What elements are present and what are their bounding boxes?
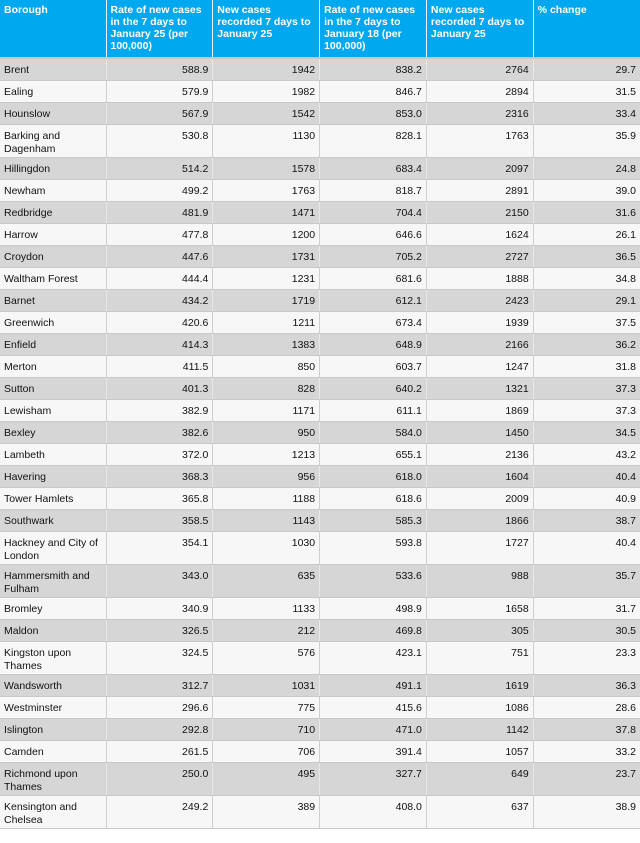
rate-jan18-cell: 681.6	[320, 268, 427, 290]
table-row	[0, 532, 640, 565]
rate-jan18-cell: 705.2	[320, 246, 427, 268]
cases-jan25-cell: 828	[213, 378, 320, 400]
rate-jan18-cell: 327.7	[320, 763, 427, 796]
cases-jan25-cell: 1188	[213, 488, 320, 510]
borough-cell: Greenwich	[0, 312, 106, 334]
cases-jan25-cell: 212	[213, 620, 320, 642]
borough-cell: Bexley	[0, 422, 106, 444]
cases-jan25-cell: 495	[213, 763, 320, 796]
percent-change-cell: 39.0	[533, 180, 640, 202]
cases-cell: 1888	[426, 268, 533, 290]
percent-change-cell: 36.5	[533, 246, 640, 268]
cases-jan25-cell: 1383	[213, 334, 320, 356]
rate-jan25-cell: 447.6	[106, 246, 213, 268]
rate-jan25-cell: 365.8	[106, 488, 213, 510]
percent-change-cell: 35.7	[533, 565, 640, 598]
cases-cell: 1247	[426, 356, 533, 378]
rate-jan18-cell: 423.1	[320, 642, 427, 675]
rate-jan25-cell: 312.7	[106, 675, 213, 697]
borough-cell: Harrow	[0, 224, 106, 246]
cases-jan25-cell: 1763	[213, 180, 320, 202]
rate-jan18-cell: 471.0	[320, 719, 427, 741]
table-row	[0, 444, 640, 466]
cases-jan25-cell: 1130	[213, 125, 320, 158]
borough-cell: Wandsworth	[0, 675, 106, 697]
table-row	[0, 312, 640, 334]
cases-cell: 2009	[426, 488, 533, 510]
table-row	[0, 400, 640, 422]
rate-jan18-cell: 612.1	[320, 290, 427, 312]
cases-cell: 2166	[426, 334, 533, 356]
rate-jan25-cell: 354.1	[106, 532, 213, 565]
borough-cell: Lewisham	[0, 400, 106, 422]
cases-jan25-cell: 1982	[213, 81, 320, 103]
table-row	[0, 378, 640, 400]
borough-cell: Maldon	[0, 620, 106, 642]
borough-cell: Newham	[0, 180, 106, 202]
rate-jan18-cell: 408.0	[320, 796, 427, 829]
cases-jan25-cell: 635	[213, 565, 320, 598]
rate-jan25-cell: 292.8	[106, 719, 213, 741]
cases-jan25-cell: 1213	[213, 444, 320, 466]
borough-cell: Hackney and City of London	[0, 532, 106, 565]
cases-jan25-cell: 1719	[213, 290, 320, 312]
cases-jan25-cell: 1542	[213, 103, 320, 125]
borough-cell: Westminster	[0, 697, 106, 719]
percent-change-cell: 37.3	[533, 400, 640, 422]
borough-cell: Bromley	[0, 598, 106, 620]
cases-jan25-cell: 1231	[213, 268, 320, 290]
rate-jan25-cell: 411.5	[106, 356, 213, 378]
cases-cell: 2891	[426, 180, 533, 202]
cases-jan25-cell: 1143	[213, 510, 320, 532]
table-row	[0, 510, 640, 532]
cases-jan25-cell: 1578	[213, 158, 320, 180]
rate-jan25-cell: 382.6	[106, 422, 213, 444]
borough-cell: Waltham Forest	[0, 268, 106, 290]
percent-change-cell: 37.3	[533, 378, 640, 400]
cases-cell: 1866	[426, 510, 533, 532]
cases-cell: 1142	[426, 719, 533, 741]
cases-cell: 2423	[426, 290, 533, 312]
rate-jan18-cell: 498.9	[320, 598, 427, 620]
table-row	[0, 598, 640, 620]
rate-jan18-cell: 611.1	[320, 400, 427, 422]
cases-cell: 1086	[426, 697, 533, 719]
rate-jan25-cell: 530.8	[106, 125, 213, 158]
rate-jan18-cell: 391.4	[320, 741, 427, 763]
cases-cell: 988	[426, 565, 533, 598]
percent-change-cell: 34.8	[533, 268, 640, 290]
borough-cell: Enfield	[0, 334, 106, 356]
percent-change-cell: 33.4	[533, 103, 640, 125]
rate-jan25-cell: 444.4	[106, 268, 213, 290]
table-row	[0, 290, 640, 312]
percent-change-cell: 29.7	[533, 58, 640, 81]
borough-cell: Hounslow	[0, 103, 106, 125]
rate-jan25-cell: 579.9	[106, 81, 213, 103]
rate-jan25-cell: 340.9	[106, 598, 213, 620]
rate-jan25-cell: 481.9	[106, 202, 213, 224]
cases-cell: 1619	[426, 675, 533, 697]
cases-cell: 2136	[426, 444, 533, 466]
table-row	[0, 224, 640, 246]
cases-cell: 2097	[426, 158, 533, 180]
table-row	[0, 763, 640, 796]
cases-cell: 2727	[426, 246, 533, 268]
table-row	[0, 81, 640, 103]
rate-jan18-cell: 640.2	[320, 378, 427, 400]
cases-cell: 2764	[426, 58, 533, 81]
cases-cell: 1763	[426, 125, 533, 158]
cases-jan25-cell: 389	[213, 796, 320, 829]
percent-change-cell: 40.9	[533, 488, 640, 510]
rate-jan18-cell: 533.6	[320, 565, 427, 598]
cases-cell: 1658	[426, 598, 533, 620]
borough-cell: Redbridge	[0, 202, 106, 224]
percent-change-cell: 28.6	[533, 697, 640, 719]
cases-cell: 637	[426, 796, 533, 829]
table-row	[0, 103, 640, 125]
rate-jan18-cell: 853.0	[320, 103, 427, 125]
cases-jan25-cell: 1211	[213, 312, 320, 334]
percent-change-cell: 24.8	[533, 158, 640, 180]
borough-cell: Hammersmith and Fulham	[0, 565, 106, 598]
rate-jan25-cell: 477.8	[106, 224, 213, 246]
cases-jan25-cell: 775	[213, 697, 320, 719]
table-row	[0, 422, 640, 444]
rate-jan18-cell: 838.2	[320, 58, 427, 81]
rate-jan25-cell: 324.5	[106, 642, 213, 675]
cases-jan25-cell: 1731	[213, 246, 320, 268]
table-row	[0, 158, 640, 180]
table-row	[0, 620, 640, 642]
percent-change-cell: 31.7	[533, 598, 640, 620]
percent-change-cell: 43.2	[533, 444, 640, 466]
borough-cell: Ealing	[0, 81, 106, 103]
cases-cell: 2150	[426, 202, 533, 224]
borough-cell: Merton	[0, 356, 106, 378]
table-row	[0, 741, 640, 763]
percent-change-cell: 35.9	[533, 125, 640, 158]
rate-jan18-cell: 618.6	[320, 488, 427, 510]
cases-cell: 1057	[426, 741, 533, 763]
borough-cell: Hillingdon	[0, 158, 106, 180]
table-row	[0, 246, 640, 268]
rate-jan18-cell: 491.1	[320, 675, 427, 697]
percent-change-cell: 29.1	[533, 290, 640, 312]
percent-change-cell: 36.2	[533, 334, 640, 356]
cases-cell: 2316	[426, 103, 533, 125]
rate-jan18-cell: 584.0	[320, 422, 427, 444]
borough-cell: Barnet	[0, 290, 106, 312]
borough-cell: Croydon	[0, 246, 106, 268]
header-cases-jan25-b: New cases recorded 7 days to January 25	[426, 0, 533, 58]
borough-cell: Tower Hamlets	[0, 488, 106, 510]
rate-jan18-cell: 593.8	[320, 532, 427, 565]
rate-jan25-cell: 588.9	[106, 58, 213, 81]
rate-jan18-cell: 603.7	[320, 356, 427, 378]
rate-jan25-cell: 250.0	[106, 763, 213, 796]
cases-cell: 751	[426, 642, 533, 675]
table-row	[0, 642, 640, 675]
cases-cell: 1624	[426, 224, 533, 246]
rate-jan18-cell: 415.6	[320, 697, 427, 719]
percent-change-cell: 40.4	[533, 532, 640, 565]
rate-jan18-cell: 828.1	[320, 125, 427, 158]
rate-jan25-cell: 368.3	[106, 466, 213, 488]
rate-jan18-cell: 469.8	[320, 620, 427, 642]
rate-jan18-cell: 683.4	[320, 158, 427, 180]
table-row	[0, 488, 640, 510]
rate-jan25-cell: 296.6	[106, 697, 213, 719]
rate-jan25-cell: 358.5	[106, 510, 213, 532]
table-row	[0, 334, 640, 356]
table-row	[0, 565, 640, 598]
table-row	[0, 58, 640, 81]
percent-change-cell: 37.5	[533, 312, 640, 334]
rate-jan25-cell: 499.2	[106, 180, 213, 202]
rate-jan25-cell: 372.0	[106, 444, 213, 466]
rate-jan25-cell: 261.5	[106, 741, 213, 763]
cases-cell: 305	[426, 620, 533, 642]
percent-change-cell: 26.1	[533, 224, 640, 246]
borough-cell: Brent	[0, 58, 106, 81]
header-percent-change: % change	[533, 0, 640, 58]
cases-cell: 649	[426, 763, 533, 796]
percent-change-cell: 36.3	[533, 675, 640, 697]
rate-jan25-cell: 567.9	[106, 103, 213, 125]
rate-jan18-cell: 655.1	[320, 444, 427, 466]
rate-jan25-cell: 420.6	[106, 312, 213, 334]
table-row	[0, 719, 640, 741]
borough-cell: Richmond upon Thames	[0, 763, 106, 796]
header-borough: Borough	[0, 0, 106, 58]
percent-change-cell: 23.7	[533, 763, 640, 796]
cases-jan25-cell: 1133	[213, 598, 320, 620]
cases-cell: 1450	[426, 422, 533, 444]
table-row	[0, 180, 640, 202]
rate-jan18-cell: 646.6	[320, 224, 427, 246]
rate-jan25-cell: 414.3	[106, 334, 213, 356]
header-row	[0, 0, 640, 58]
borough-cell: Southwark	[0, 510, 106, 532]
borough-cell: Kingston upon Thames	[0, 642, 106, 675]
cases-jan25-cell: 1200	[213, 224, 320, 246]
cases-jan25-cell: 1471	[213, 202, 320, 224]
cases-jan25-cell: 706	[213, 741, 320, 763]
rate-jan25-cell: 401.3	[106, 378, 213, 400]
borough-cell: Islington	[0, 719, 106, 741]
borough-cell: Barking and Dagenham	[0, 125, 106, 158]
header-rate-jan18: Rate of new cases in the 7 days to January 18 (per 100,000)	[320, 0, 427, 58]
rate-jan18-cell: 648.9	[320, 334, 427, 356]
table-row	[0, 356, 640, 378]
cases-jan25-cell: 1031	[213, 675, 320, 697]
rate-jan18-cell: 618.0	[320, 466, 427, 488]
cases-cell: 2894	[426, 81, 533, 103]
table-row	[0, 268, 640, 290]
rate-jan18-cell: 585.3	[320, 510, 427, 532]
percent-change-cell: 37.8	[533, 719, 640, 741]
cases-jan25-cell: 950	[213, 422, 320, 444]
cases-cell: 1604	[426, 466, 533, 488]
cases-jan25-cell: 710	[213, 719, 320, 741]
table-body	[0, 58, 640, 829]
percent-change-cell: 23.3	[533, 642, 640, 675]
percent-change-cell: 31.8	[533, 356, 640, 378]
cases-jan25-cell: 576	[213, 642, 320, 675]
borough-cell: Camden	[0, 741, 106, 763]
cases-cell: 1939	[426, 312, 533, 334]
cases-jan25-cell: 956	[213, 466, 320, 488]
cases-jan25-cell: 1942	[213, 58, 320, 81]
rate-jan18-cell: 818.7	[320, 180, 427, 202]
rate-jan25-cell: 434.2	[106, 290, 213, 312]
percent-change-cell: 40.4	[533, 466, 640, 488]
cases-jan25-cell: 1171	[213, 400, 320, 422]
rate-jan18-cell: 673.4	[320, 312, 427, 334]
percent-change-cell: 38.9	[533, 796, 640, 829]
rate-jan25-cell: 514.2	[106, 158, 213, 180]
percent-change-cell: 31.6	[533, 202, 640, 224]
table-row	[0, 466, 640, 488]
header-rate-jan25: Rate of new cases in the 7 days to January 25 (per 100,000)	[106, 0, 213, 58]
percent-change-cell: 38.7	[533, 510, 640, 532]
percent-change-cell: 30.5	[533, 620, 640, 642]
rate-jan25-cell: 249.2	[106, 796, 213, 829]
cases-jan25-cell: 1030	[213, 532, 320, 565]
borough-cell: Lambeth	[0, 444, 106, 466]
cases-jan25-cell: 850	[213, 356, 320, 378]
cases-cell: 1727	[426, 532, 533, 565]
cases-cell: 1321	[426, 378, 533, 400]
header-cases-jan25: New cases recorded 7 days to January 25	[213, 0, 320, 58]
table-row	[0, 125, 640, 158]
percent-change-cell: 33.2	[533, 741, 640, 763]
borough-cell: Havering	[0, 466, 106, 488]
percent-change-cell: 34.5	[533, 422, 640, 444]
rate-jan25-cell: 382.9	[106, 400, 213, 422]
borough-cell: Sutton	[0, 378, 106, 400]
rate-jan25-cell: 343.0	[106, 565, 213, 598]
borough-cell: Kensington and Chelsea	[0, 796, 106, 829]
table-row	[0, 697, 640, 719]
cases-cell: 1869	[426, 400, 533, 422]
table-row	[0, 796, 640, 829]
table-row	[0, 675, 640, 697]
rate-jan18-cell: 704.4	[320, 202, 427, 224]
rate-jan18-cell: 846.7	[320, 81, 427, 103]
percent-change-cell: 31.5	[533, 81, 640, 103]
rate-jan25-cell: 326.5	[106, 620, 213, 642]
table-row	[0, 202, 640, 224]
